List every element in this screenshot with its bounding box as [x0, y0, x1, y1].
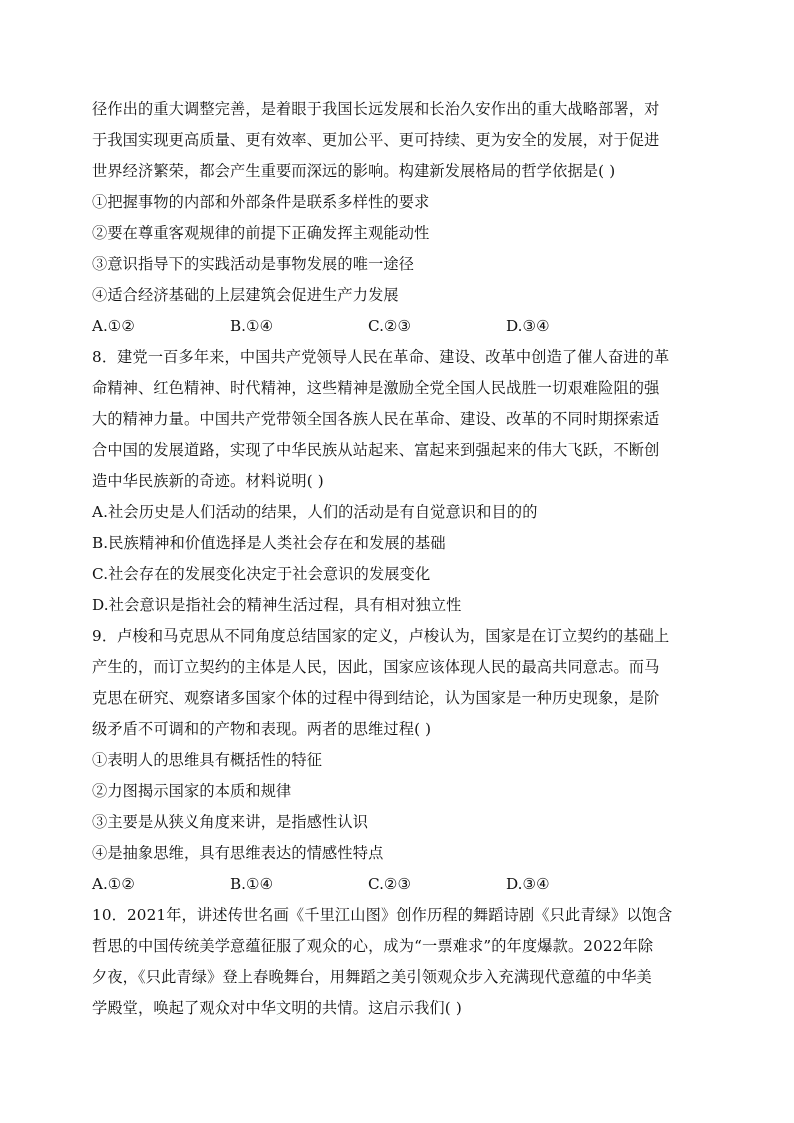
question-stem-line: 合中国的发展道路，实现了中华民族从站起来、富起来到强起来的伟大飞跃，不断创	[92, 441, 660, 459]
question-stem-line: 径作出的重大调整完善，是着眼于我国长远发展和长治久安作出的重大战略部署，对	[92, 100, 660, 118]
statement-item: ②要在尊重客观规律的前提下正确发挥主观能动性	[92, 224, 430, 242]
option-c: C.社会存在的发展变化决定于社会意识的发展变化	[92, 565, 431, 583]
option-c: C.②③	[368, 317, 412, 335]
option-a: A.①②	[92, 317, 136, 335]
option-d: D.③④	[506, 317, 550, 335]
question-stem-line: 产生的，而订立契约的主体是人民，因此，国家应该体现人民的最高共同意志。而马	[92, 658, 660, 676]
question-8	[92, 342, 704, 621]
statement-item: ③意识指导下的实践活动是事物发展的唯一途径	[92, 255, 415, 273]
option-d: D.③④	[506, 875, 550, 893]
question-stem-line: 于我国实现更高质量、更有效率、更加公平、更可持续、更为安全的发展，对于促进	[92, 131, 660, 149]
question-stem-line: 世界经济繁荣，都会产生重要而深远的影响。构建新发展格局的哲学依据是( )	[92, 162, 616, 180]
question-stem-line: 造中华民族新的奇迹。材料说明( )	[92, 472, 324, 490]
option-a: A.社会历史是人们活动的结果，人们的活动是有自觉意识和目的的	[92, 503, 538, 521]
answer-options	[92, 311, 704, 342]
option-d: D.社会意识是指社会的精神生活过程，具有相对独立性	[92, 596, 462, 614]
statement-item: ④适合经济基础的上层建筑会促进生产力发展	[92, 286, 399, 304]
option-a: A.①②	[92, 875, 136, 893]
question-stem-line: 克思在研究、观察诸多国家个体的过程中得到结论，认为国家是一种历史现象，是阶	[92, 689, 660, 707]
question-stem-line: 学殿堂，唤起了观众对中华文明的共情。这启示我们( )	[92, 999, 462, 1017]
exam-page	[92, 94, 704, 1024]
question-stem-line: 大的精神力量。中国共产党带领全国各族人民在革命、建设、改革的不同时期探索适	[92, 410, 660, 428]
question-stem-line: 8．建党一百多年来，中国共产党领导人民在革命、建设、改革中创造了催人奋进的革	[92, 348, 670, 366]
statement-item: ③主要是从狭义角度来讲，是指感性认识	[92, 813, 369, 831]
option-b: B.①④	[230, 317, 274, 335]
question-stem-line: 命精神、红色精神、时代精神，这些精神是激励全党全国人民战胜一切艰难险阻的强	[92, 379, 660, 397]
option-b: B.民族精神和价值选择是人类社会存在和发展的基础	[92, 534, 446, 552]
answer-options	[92, 869, 704, 900]
statement-item: ②力图揭示国家的本质和规律	[92, 782, 292, 800]
statement-item: ①把握事物的内部和外部条件是联系多样性的要求	[92, 193, 430, 211]
option-b: B.①④	[230, 875, 274, 893]
question-stem-line: 夕夜，《只此青绿》登上春晚舞台，用舞蹈之美引领观众步入充满现代意蕴的中华美	[92, 968, 652, 986]
option-c: C.②③	[368, 875, 412, 893]
question-9	[92, 621, 704, 900]
statement-item: ④是抽象思维，具有思维表达的情感性特点	[92, 844, 384, 862]
question-stem-line: 级矛盾不可调和的产物和表现。两者的思维过程( )	[92, 720, 432, 738]
question-10	[92, 900, 704, 1024]
question-7	[92, 94, 704, 342]
question-stem-line: 10．2021年，讲述传世名画《千里江山图》创作历程的舞蹈诗剧《只此青绿》以饱含	[92, 906, 673, 924]
statement-item: ①表明人的思维具有概括性的特征	[92, 751, 323, 769]
question-stem-line: 9．卢梭和马克思从不同角度总结国家的定义，卢梭认为，国家是在订立契约的基础上	[92, 627, 670, 645]
question-stem-line: 哲思的中国传统美学意蕴征服了观众的心，成为“一票难求”的年度爆款。2022年除	[92, 937, 654, 955]
